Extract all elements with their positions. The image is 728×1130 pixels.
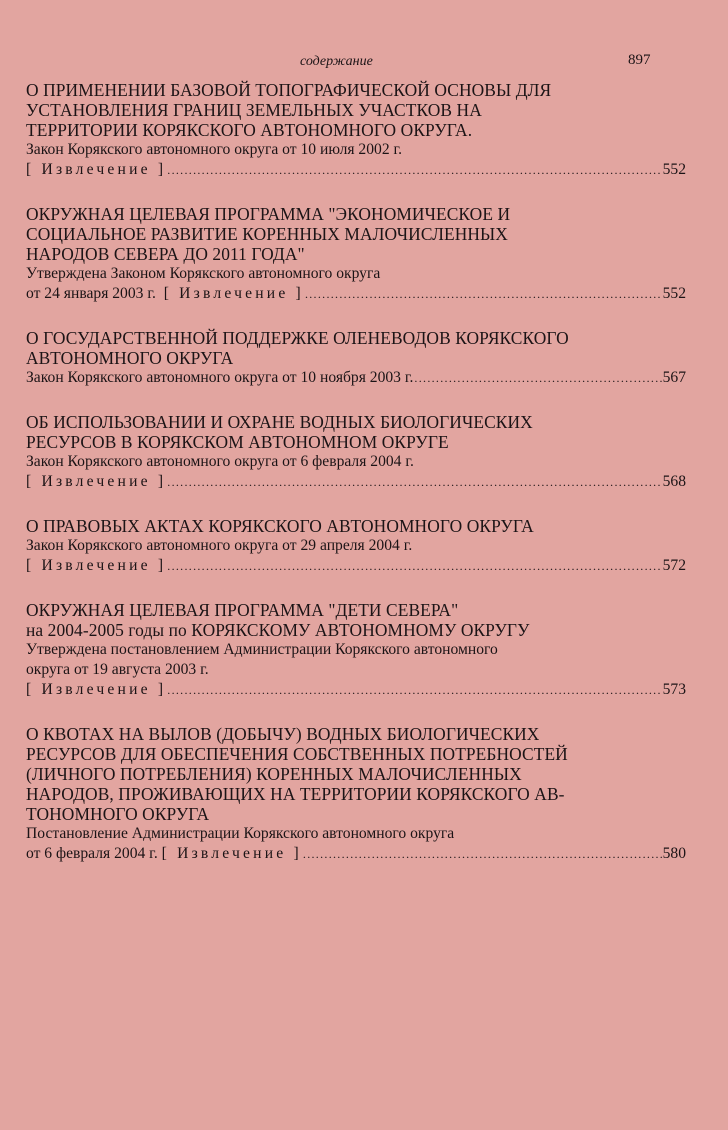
toc-entry-title-line: НАРОДОВ СЕВЕРА ДО 2011 ГОДА" <box>26 244 305 264</box>
extract-marker: [ Извлечение ] <box>26 161 167 178</box>
toc-entry-page-number: 580 <box>662 845 686 862</box>
toc-entry-page-number: 568 <box>662 473 686 490</box>
toc-entry-title-line: О ГОСУДАРСТВЕННОЙ ПОДДЕРЖКЕ ОЛЕНЕВОДОВ КОРЯКСКОГО <box>26 328 569 348</box>
toc-entry-description-line: Закон Корякского автономного округа от 6 февраля 2004 г. <box>26 453 414 470</box>
toc-entry <box>26 600 686 700</box>
toc-entry-reference-prefix: Закон Корякского автономного округа от 10 ноября 2003 г. <box>26 369 414 386</box>
dot-leader <box>303 844 662 864</box>
toc-entry-description-line: Утверждена Законом Корякского автономного округа <box>26 265 381 282</box>
toc-entry-page-number: 567 <box>662 369 686 386</box>
toc-entry-reference-text <box>26 556 166 576</box>
toc-entry-title-line: РЕСУРСОВ ДЛЯ ОБЕСПЕЧЕНИЯ СОБСТВЕННЫХ ПОТРЕБНОСТЕЙ <box>26 744 568 764</box>
toc-entry-description-line: Утверждена постановлением Администрации Корякского автономного <box>26 641 498 658</box>
toc-entry-title-line: УСТАНОВЛЕНИЯ ГРАНИЦ ЗЕМЕЛЬНЫХ УЧАСТКОВ НА <box>26 100 482 120</box>
toc-entry-title-line: АВТОНОМНОГО ОКРУГА <box>26 348 234 368</box>
toc-entry-title-line: НАРОДОВ, ПРОЖИВАЮЩИХ НА ТЕРРИТОРИИ КОРЯКСКОГО АВ- <box>26 784 565 804</box>
toc-entry-page-number: 552 <box>662 161 686 178</box>
toc-entry-reference-prefix: от 6 февраля 2004 г. <box>26 845 162 862</box>
extract-marker: [ Извлечение ] <box>163 285 304 302</box>
extract-marker: [ Извлечение ] <box>26 681 167 698</box>
toc-entry-description-line: округа от 19 августа 2003 г. <box>26 661 209 678</box>
toc-entry <box>26 80 686 180</box>
toc-entry <box>26 412 686 492</box>
toc-entry-description-line: Закон Корякского автономного округа от 29 апреля 2004 г. <box>26 537 413 554</box>
dot-leader <box>167 160 661 180</box>
toc-entry-reference-line <box>26 680 686 700</box>
toc-entry-reference-line <box>26 556 686 576</box>
extract-marker: [ Извлечение ] <box>26 473 167 490</box>
toc-entry-description-line: Закон Корякского автономного округа от 10 июля 2002 г. <box>26 141 403 158</box>
toc-entry-reference-line <box>26 472 686 492</box>
toc-entry-page-number: 572 <box>662 557 686 574</box>
toc-entry-reference-line <box>26 284 686 304</box>
toc-entry-title-line: СОЦИАЛЬНОЕ РАЗВИТИЕ КОРЕННЫХ МАЛОЧИСЛЕННЫХ <box>26 224 508 244</box>
dot-leader <box>167 680 661 700</box>
dot-leader <box>305 284 662 304</box>
toc-entry <box>26 204 686 304</box>
toc-entry-page-number: 573 <box>662 681 686 698</box>
toc-entry-title-line: РЕСУРСОВ В КОРЯКСКОМ АВТОНОМНОМ ОКРУГЕ <box>26 432 449 452</box>
extract-marker: [ Извлечение ] <box>26 557 167 574</box>
page-header <box>0 50 728 74</box>
toc-entry-description-line: Постановление Администрации Корякского автономного округа <box>26 825 455 842</box>
toc-entry-reference-line <box>26 844 686 864</box>
dot-leader <box>167 556 661 576</box>
toc-entry-title-line: ОКРУЖНАЯ ЦЕЛЕВАЯ ПРОГРАММА "ДЕТИ СЕВЕРА" <box>26 600 459 620</box>
page-number: 897 <box>628 52 651 68</box>
toc-entry-title-line: (ЛИЧНОГО ПОТРЕБЛЕНИЯ) КОРЕННЫХ МАЛОЧИСЛЕННЫХ <box>26 764 522 784</box>
toc-entry-page-number: 552 <box>662 285 686 302</box>
running-title: содержание <box>300 54 373 69</box>
table-of-contents <box>26 80 686 888</box>
dot-leader <box>414 368 661 388</box>
toc-entry <box>26 328 686 388</box>
toc-entry-title-line: О ПРИМЕНЕНИИ БАЗОВОЙ ТОПОГРАФИЧЕСКОЙ ОСНОВЫ ДЛЯ <box>26 80 552 100</box>
dot-leader <box>167 472 661 492</box>
toc-entry-reference-text <box>26 680 166 700</box>
toc-entry-reference-line <box>26 368 686 388</box>
toc-entry-title-line: ТЕРРИТОРИИ КОРЯКСКОГО АВТОНОМНОГО ОКРУГА. <box>26 120 473 140</box>
toc-entry-title-line: ОКРУЖНАЯ ЦЕЛЕВАЯ ПРОГРАММА "ЭКОНОМИЧЕСКОЕ И <box>26 204 511 224</box>
toc-entry <box>26 516 686 576</box>
toc-entry-reference-text <box>26 844 302 864</box>
toc-entry-title-line: ОБ ИСПОЛЬЗОВАНИИ И ОХРАНЕ ВОДНЫХ БИОЛОГИЧЕСКИХ <box>26 412 533 432</box>
toc-entry-title-line: О ПРАВОВЫХ АКТАХ КОРЯКСКОГО АВТОНОМНОГО ОКРУГА <box>26 516 534 536</box>
toc-entry-reference-line <box>26 160 686 180</box>
extract-marker: [ Извлечение ] <box>161 845 302 862</box>
toc-entry <box>26 724 686 864</box>
toc-entry-title-line: О КВОТАХ НА ВЫЛОВ (ДОБЫЧУ) ВОДНЫХ БИОЛОГИЧЕСКИХ <box>26 724 540 744</box>
toc-entry-reference-text <box>26 472 166 492</box>
toc-entry-reference-prefix: от 24 января 2003 г. <box>26 285 164 302</box>
toc-entry-title-line: на 2004-2005 годы по КОРЯКСКОМУ АВТОНОМНОМУ ОКРУГУ <box>26 620 530 640</box>
toc-entry-reference-text <box>26 160 166 180</box>
toc-entry-reference-text <box>26 368 413 388</box>
toc-entry-reference-text <box>26 284 304 304</box>
toc-entry-title-line: ТОНОМНОГО ОКРУГА <box>26 804 210 824</box>
